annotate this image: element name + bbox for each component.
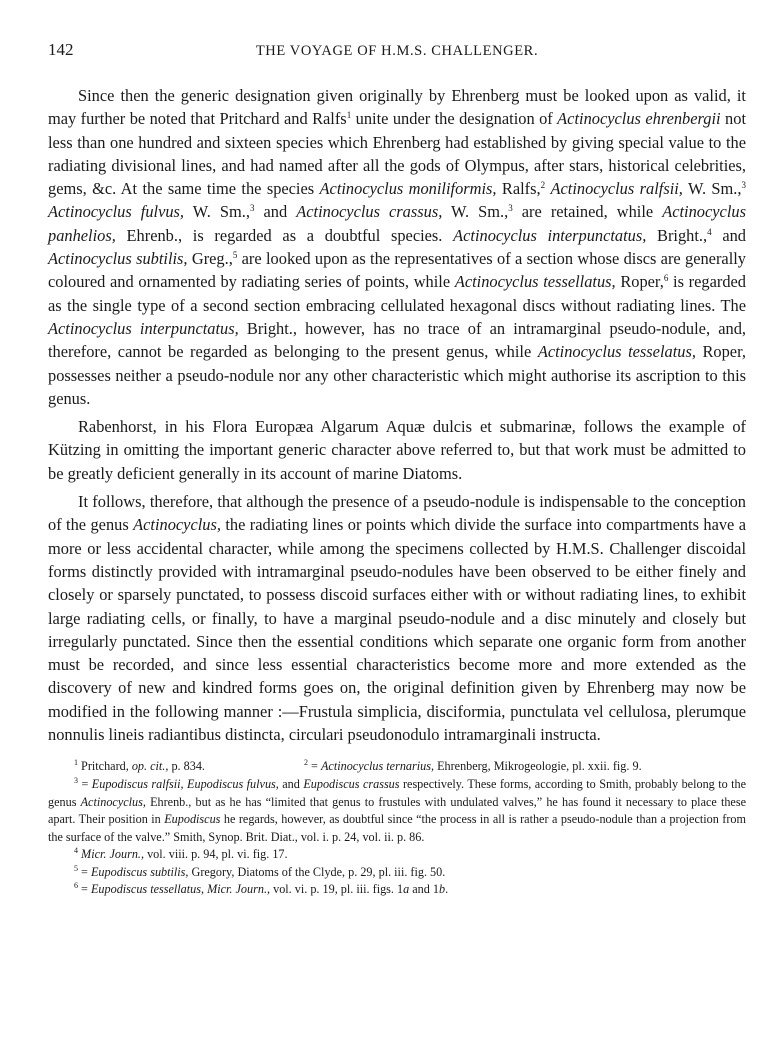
footnote-6: $^6$ = Eupodiscus tessellatus, Micr. Journ., vol. vi. p. 19, pl. iii. figs. 1a and 1b. bbox=[74, 881, 449, 897]
page-number: 142 bbox=[48, 40, 74, 59]
footnote-1: $^1$ Pritchard, op. cit., p. 834. bbox=[74, 758, 205, 774]
footnote-ref-3: 3 bbox=[741, 180, 746, 191]
taxon-name: Actinocyclus moniliformis, bbox=[319, 179, 497, 199]
taxon-name: Actinocyclus subtilis, bbox=[48, 249, 188, 269]
taxon-name: Actinocyclus panhelios, bbox=[48, 202, 746, 245]
footnote-marker: 5 bbox=[74, 863, 78, 873]
taxon-name: Actinocyclus interpunctatus, bbox=[48, 318, 239, 338]
body-text bbox=[48, 84, 746, 746]
footnote-marker: 2 bbox=[304, 758, 308, 768]
footnote-marker: 1 bbox=[74, 758, 78, 768]
running-title: THE VOYAGE OF H.M.S. CHALLENGER. bbox=[255, 43, 539, 59]
taxon-name: Actinocyclus interpunctatus, bbox=[453, 225, 647, 245]
taxon-name: Actinocyclus, bbox=[133, 515, 221, 535]
taxon-name: Actinocyclus tessellatus, bbox=[454, 272, 616, 292]
taxon-name: Actinocyclus ehrenbergii bbox=[557, 109, 721, 129]
footnote-ref-1: 1 bbox=[346, 110, 352, 121]
footnote-marker: 4 bbox=[74, 846, 78, 856]
running-head bbox=[48, 40, 746, 64]
footnote-marker: 6 bbox=[74, 881, 78, 891]
footnote-row bbox=[48, 758, 746, 776]
footnote-ref-4: 4 bbox=[707, 226, 712, 237]
taxon-name: Actinocyclus fulvus, bbox=[48, 202, 185, 222]
footnote-marker: 3 bbox=[74, 775, 78, 785]
footnote-ref-2: 2 bbox=[540, 180, 546, 191]
paragraph-2: Rabenhorst, in his Flora Europæa Algarum Aquæ dulcis et submarinæ, follows the example of Kützing in omitting the important generic character above referred to, but that work must be admitted to be greatly deficient generally in its account of marine Diatoms. bbox=[48, 417, 746, 483]
footnote-ref-5: 5 bbox=[232, 250, 238, 261]
footnote-ref-3: 3 bbox=[249, 203, 255, 214]
paragraph-1: Since then the generic designation given originally by Ehrenberg must be looked upon as valid, it may further be noted that Pritchard and Ralfs$^1$ unite under the designation of Actinocyclus ehrenbergii not less than one hundred and sixteen species which Ehrenberg had established by giving special value to the radiating divisional lines, and had named after all the gods of Olympus, after stars, historical celebrities, gems, &c. At the same time the species Actinocyclus moniliformis, Ralfs,$^2$ Actinocyclus ralfsii, W. Sm.,$^3$ Actinocyclus fulvus, W. Sm.,$^3$ and Actinocyclus crassus, W. Sm.,$^3$ are retained, while Actinocyclus panhelios, Ehrenb., is regarded as a doubtful species. Actinocyclus interpunctatus, Bright.,$^4$ and Actinocyclus subtilis, Greg.,$^5$ are looked upon as the representatives of a section whose discs are generally coloured and ornamented by radiating series of points, while Actinocyclus tessellatus, Roper,$^6$ is regarded as the single type of a second section embracing cellulated hexagonal discs without radiating lines. The Actinocyclus interpunctatus, Bright., however, has no trace of an intramarginal pseudo-nodule, and, therefore, cannot be regarded as belonging to the present genus, while Actinocyclus tesselatus, Roper, possesses neither a pseudo-nodule nor any other characteristic which might authorise its ascription to this genus. bbox=[48, 86, 747, 408]
footnote-ref-3: 3 bbox=[508, 203, 513, 214]
footnote-2: $^2$ = Actinocyclus ternarius, Ehrenberg, Mikrogeologie, pl. xxii. fig. 9. bbox=[304, 758, 642, 774]
footnote-4: $^4$ Micr. Journ., vol. viii. p. 94, pl. vi. fig. 17. bbox=[74, 846, 288, 862]
footnote-3: $^3$ = Eupodiscus ralfsii, Eupodiscus fulvus, and Eupodiscus crassus respectively. These forms, according to Smith, probably belong to the genus Actinocyclus, Ehrenb., but as he has “limited that genus to frustules with undulated valves,” he has found it necessary to place these apart. Their position in Eupodiscus he regards, however, as doubtful since “the process in all is rather a pseudo-nodule than a projection from the surface of the valve.” Smith, Synop. Brit. Diat., vol. i. p. 24, vol. ii. p. 86. bbox=[48, 775, 747, 844]
taxon-name: Actinocyclus ralfsii, bbox=[550, 179, 683, 199]
footnote-ref-6: 6 bbox=[663, 273, 669, 284]
footnotes bbox=[48, 758, 746, 899]
footnote-5: $^5$ = Eupodiscus subtilis, Gregory, Diatoms of the Clyde, p. 29, pl. iii. fig. 50. bbox=[74, 863, 446, 879]
paragraph-3: It follows, therefore, that although the presence of a pseudo-nodule is indispensable to the conception of the genus Actinocyclus, the radiating lines or points which divide the surface into compartments have a more or less accidental character, while among the specimens collected by H.M.S. Challenger discoidal forms distinctly provided with intramarginal pseudo-nodules have been observed to be either finely and closely or sparsely punctated, to possess discoid surfaces either with or without radiating lines, to exhibit large radiating cells, or finally, to have a marginal pseudo-nodule and a disc minutely and closely but irregularly punctated. Since then the essential conditions which separate one organic form from another must be recorded, and since less essential characteristics become more and more extended as the discovery of new and kindred forms goes on, the original definition given by Ehrenberg may now be modified in the following manner :—Frustula simplicia, disciformia, punctulata vel cellulosa, plerumque nonnulis lineis radiantibus distincta, circulari pseudonodulo intramarginali instructa. bbox=[48, 492, 746, 745]
taxon-name: Actinocyclus crassus, bbox=[296, 202, 443, 222]
taxon-name: Actinocyclus tesselatus, bbox=[537, 342, 696, 362]
